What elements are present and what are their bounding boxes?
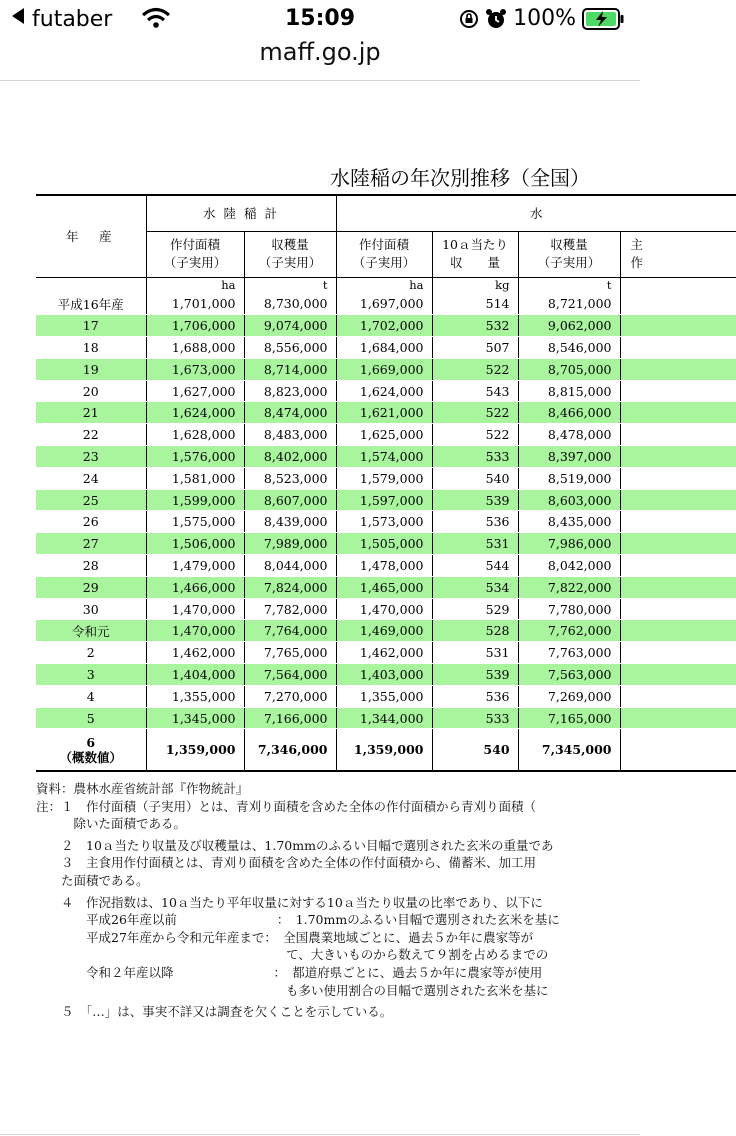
harvest-paddy-cell: 8,815,000 (518, 380, 620, 402)
yield-cell: 529 (432, 598, 518, 620)
col-area-paddy (336, 231, 432, 277)
table-row-latest (36, 729, 736, 771)
extra-cell (620, 664, 736, 686)
extra-cell (620, 489, 736, 511)
area-paddy-cell: 1,684,000 (336, 337, 432, 359)
col-area-sub: （子実用） (352, 255, 416, 270)
area-total-cell: 1,627,000 (146, 380, 244, 402)
area-total-cell: 1,628,000 (146, 424, 244, 446)
area-paddy-cell: 1,359,000 (336, 729, 432, 771)
yield-cell: 522 (432, 402, 518, 424)
harvest-paddy-cell: 7,780,000 (518, 598, 620, 620)
table-row (36, 467, 736, 489)
note-line: 資料：農林水産省統計部『作物統計』 (36, 781, 249, 796)
harvest-total-cell: 8,474,000 (244, 402, 336, 424)
year-cell: 20 (36, 380, 146, 402)
area-paddy-cell: 1,344,000 (336, 707, 432, 729)
harvest-total-cell: 8,523,000 (244, 467, 336, 489)
area-paddy-cell: 1,669,000 (336, 358, 432, 380)
extra-cell (620, 402, 736, 424)
note-line: ３ 主食用作付面積とは、青刈り面積を含めた全体の作付面積から、備蓄米、加工用 (36, 855, 537, 871)
table-row (36, 555, 736, 577)
total-group-header: 水 陸 稲 計 (146, 195, 336, 231)
harvest-paddy-cell: 8,397,000 (518, 446, 620, 468)
extra-cell (620, 446, 736, 468)
harvest-total-cell: 7,764,000 (244, 620, 336, 642)
col-yield (432, 231, 518, 277)
extra-cell (620, 707, 736, 729)
area-paddy-cell: 1,579,000 (336, 467, 432, 489)
note-line: ５ 「…」は、事実不詳又は調査を欠くことを示している。 (36, 1004, 393, 1020)
harvest-paddy-cell: 7,165,000 (518, 707, 620, 729)
rice-statistics-table (36, 194, 736, 772)
harvest-paddy-cell: 8,519,000 (518, 467, 620, 489)
year-cell: 2 (36, 642, 146, 664)
area-paddy-cell: 1,621,000 (336, 402, 432, 424)
area-paddy-cell: 1,573,000 (336, 511, 432, 533)
harvest-paddy-cell: 9,062,000 (518, 315, 620, 337)
year-label: 6 (86, 734, 96, 750)
area-total-cell: 1,470,000 (146, 620, 244, 642)
col-extra-label: 主 (630, 237, 644, 252)
harvest-paddy-cell: 7,763,000 (518, 642, 620, 664)
note-line: 平成27年産から令和元年産まで： 全国農業地域ごとに、過去５か年に農家等が (36, 929, 534, 945)
yield-cell: 536 (432, 511, 518, 533)
area-total-cell: 1,506,000 (146, 533, 244, 555)
col-harvest-sub: （子実用） (258, 255, 322, 270)
note-line: ４ 作況指数は、10ａ当たり平年収量に対する10ａ当たり収量の比率であり、以下に (36, 894, 543, 910)
note-line: 注：１ 作付面積（子実用）とは、青刈り面積を含めた全体の作付面積から青刈り面積（ (36, 798, 537, 814)
harvest-paddy-cell: 8,478,000 (518, 424, 620, 446)
extra-cell (620, 424, 736, 446)
yield-cell: 534 (432, 576, 518, 598)
area-total-cell: 1,575,000 (146, 511, 244, 533)
table-row (36, 598, 736, 620)
note-line: て、大きいものから数えて９割を占めるまでの (36, 947, 549, 963)
harvest-paddy-cell: 7,986,000 (518, 533, 620, 555)
harvest-paddy-cell: 7,563,000 (518, 664, 620, 686)
table-row (36, 707, 736, 729)
yield-cell: 533 (432, 446, 518, 468)
alarm-icon (485, 8, 507, 30)
col-area-total (146, 231, 244, 277)
table-row (36, 685, 736, 707)
harvest-total-cell: 7,564,000 (244, 664, 336, 686)
harvest-paddy-cell: 8,435,000 (518, 511, 620, 533)
harvest-total-cell: 8,483,000 (244, 424, 336, 446)
col-yield-sub: 収 量 (450, 255, 501, 270)
area-paddy-cell: 1,702,000 (336, 315, 432, 337)
year-cell: 令和元 (36, 620, 146, 642)
harvest-paddy-cell: 7,345,000 (518, 729, 620, 771)
harvest-total-cell: 7,782,000 (244, 598, 336, 620)
table-row (36, 489, 736, 511)
area-total-cell: 1,706,000 (146, 315, 244, 337)
orientation-lock-icon (459, 9, 479, 29)
battery-percent: 100% (513, 6, 576, 31)
year-cell: 22 (36, 424, 146, 446)
table-row (36, 380, 736, 402)
year-cell (36, 729, 146, 771)
area-total-cell: 1,462,000 (146, 642, 244, 664)
back-app-label: futaber (32, 7, 113, 32)
table-row (36, 446, 736, 468)
note-line: ２ 10ａ当たり収量及び収穫量は、1.70mmのふるい目幅で選別された玄米の重量であ (36, 837, 554, 853)
area-paddy-cell: 1,597,000 (336, 489, 432, 511)
year-header: 年 産 (36, 195, 146, 277)
area-total-cell: 1,581,000 (146, 467, 244, 489)
table-row (36, 576, 736, 598)
col-area-label: 作付面積 (359, 237, 410, 252)
col-harvest-label: 収穫量 (550, 237, 588, 252)
area-total-cell: 1,404,000 (146, 664, 244, 686)
year-cell: 18 (36, 337, 146, 359)
units-cell (36, 277, 146, 293)
col-harvest-sub: （子実用） (537, 255, 601, 270)
extra-cell (620, 337, 736, 359)
area-paddy-cell: 1,470,000 (336, 598, 432, 620)
yield-cell: 544 (432, 555, 518, 577)
extra-cell (620, 620, 736, 642)
table-row (36, 358, 736, 380)
units-row (36, 277, 736, 293)
yield-cell: 531 (432, 642, 518, 664)
divider (0, 1134, 640, 1135)
yield-cell: 533 (432, 707, 518, 729)
yield-cell: 536 (432, 685, 518, 707)
year-cell: 4 (36, 685, 146, 707)
area-total-cell: 1,345,000 (146, 707, 244, 729)
extra-cell (620, 533, 736, 555)
extra-cell (620, 685, 736, 707)
area-paddy-cell: 1,625,000 (336, 424, 432, 446)
year-cell: 5 (36, 707, 146, 729)
year-sub-label: （概数値） (59, 749, 122, 765)
extra-cell (620, 380, 736, 402)
year-cell: 29 (36, 576, 146, 598)
extra-cell (620, 598, 736, 620)
table-row (36, 402, 736, 424)
col-extra (620, 231, 736, 277)
extra-cell (620, 358, 736, 380)
harvest-paddy-cell: 7,269,000 (518, 685, 620, 707)
col-harvest-label: 収穫量 (271, 237, 309, 252)
table-row (36, 511, 736, 533)
harvest-paddy-cell: 8,721,000 (518, 293, 620, 315)
harvest-total-cell: 8,439,000 (244, 511, 336, 533)
harvest-total-cell: 7,346,000 (244, 729, 336, 771)
harvest-total-cell: 7,824,000 (244, 576, 336, 598)
unit-area: ha (146, 277, 244, 293)
harvest-total-cell: 8,823,000 (244, 380, 336, 402)
table-notes (36, 780, 560, 1021)
unit-area: ha (336, 277, 432, 293)
area-paddy-cell: 1,624,000 (336, 380, 432, 402)
harvest-paddy-cell: 8,603,000 (518, 489, 620, 511)
extra-cell (620, 576, 736, 598)
harvest-paddy-cell: 7,822,000 (518, 576, 620, 598)
table-row (36, 642, 736, 664)
harvest-total-cell: 7,270,000 (244, 685, 336, 707)
harvest-paddy-cell: 8,705,000 (518, 358, 620, 380)
table-row (36, 424, 736, 446)
harvest-total-cell: 7,166,000 (244, 707, 336, 729)
area-paddy-cell: 1,403,000 (336, 664, 432, 686)
yield-cell: 514 (432, 293, 518, 315)
table-row (36, 315, 736, 337)
area-total-cell: 1,479,000 (146, 555, 244, 577)
harvest-total-cell: 8,714,000 (244, 358, 336, 380)
harvest-paddy-cell: 8,042,000 (518, 555, 620, 577)
extra-cell (620, 555, 736, 577)
year-cell: 28 (36, 555, 146, 577)
note-line: も多い使用割合の目幅で選別された玄米を基に (36, 982, 549, 998)
area-total-cell: 1,673,000 (146, 358, 244, 380)
col-extra-sub: 作 (630, 255, 644, 270)
year-cell: 3 (36, 664, 146, 686)
yield-cell: 531 (432, 533, 518, 555)
area-total-cell: 1,355,000 (146, 685, 244, 707)
document-title: 水陸稲の年次別推移（全国） (330, 166, 590, 190)
harvest-total-cell: 8,556,000 (244, 337, 336, 359)
area-total-cell: 1,688,000 (146, 337, 244, 359)
year-cell: 平成16年産 (36, 293, 146, 315)
year-cell: 17 (36, 315, 146, 337)
area-paddy-cell: 1,462,000 (336, 642, 432, 664)
harvest-total-cell: 8,044,000 (244, 555, 336, 577)
table-row (36, 337, 736, 359)
note-line: 除いた面積である。 (36, 816, 187, 832)
extra-cell (620, 315, 736, 337)
area-total-cell: 1,624,000 (146, 402, 244, 424)
year-cell: 21 (36, 402, 146, 424)
extra-cell (620, 293, 736, 315)
area-paddy-cell: 1,697,000 (336, 293, 432, 315)
unit-harvest: t (518, 277, 620, 293)
table-row (36, 533, 736, 555)
year-cell: 23 (36, 446, 146, 468)
yield-cell: 539 (432, 489, 518, 511)
harvest-total-cell: 8,402,000 (244, 446, 336, 468)
area-total-cell: 1,470,000 (146, 598, 244, 620)
harvest-paddy-cell: 8,466,000 (518, 402, 620, 424)
extra-cell (620, 729, 736, 771)
year-cell: 27 (36, 533, 146, 555)
clock: 15:09 (284, 6, 356, 31)
yield-cell: 540 (432, 467, 518, 489)
year-cell: 30 (36, 598, 146, 620)
area-paddy-cell: 1,574,000 (336, 446, 432, 468)
area-total-cell: 1,359,000 (146, 729, 244, 771)
col-harvest-total (244, 231, 336, 277)
yield-cell: 540 (432, 729, 518, 771)
url-bar[interactable]: maff.go.jp (259, 38, 381, 66)
year-cell: 25 (36, 489, 146, 511)
harvest-total-cell: 7,765,000 (244, 642, 336, 664)
pdf-document[interactable] (0, 80, 644, 1134)
col-area-label: 作付面積 (169, 237, 220, 252)
harvest-paddy-cell: 7,762,000 (518, 620, 620, 642)
area-paddy-cell: 1,505,000 (336, 533, 432, 555)
yield-cell: 522 (432, 358, 518, 380)
extra-cell (620, 642, 736, 664)
col-area-sub: （子実用） (163, 255, 227, 270)
yield-cell: 532 (432, 315, 518, 337)
area-paddy-cell: 1,355,000 (336, 685, 432, 707)
note-line: 平成26年産以前 ： 1.70mmのふるい目幅で選別された玄米を基に (36, 912, 560, 928)
paddy-group-header: 水 (336, 195, 736, 231)
yield-cell: 522 (432, 424, 518, 446)
table-row (36, 664, 736, 686)
harvest-paddy-cell: 8,546,000 (518, 337, 620, 359)
table-row (36, 620, 736, 642)
harvest-total-cell: 8,607,000 (244, 489, 336, 511)
table-row (36, 293, 736, 315)
units-cell (620, 277, 736, 293)
yield-cell: 507 (432, 337, 518, 359)
col-harvest-paddy (518, 231, 620, 277)
extra-cell (620, 511, 736, 533)
col-yield-label: 10ａ当たり (442, 237, 508, 252)
area-total-cell: 1,701,000 (146, 293, 244, 315)
area-total-cell: 1,599,000 (146, 489, 244, 511)
yield-cell: 539 (432, 664, 518, 686)
status-bar (0, 0, 640, 40)
harvest-total-cell: 7,989,000 (244, 533, 336, 555)
note-line: 令和２年産以降 ： 都道府県ごとに、過去５か年に農家等が使用 (36, 964, 543, 980)
yield-cell: 543 (432, 380, 518, 402)
harvest-total-cell: 9,074,000 (244, 315, 336, 337)
battery-charging-icon (582, 7, 626, 31)
extra-cell (620, 467, 736, 489)
unit-harvest: t (244, 277, 336, 293)
area-paddy-cell: 1,478,000 (336, 555, 432, 577)
area-total-cell: 1,576,000 (146, 446, 244, 468)
area-paddy-cell: 1,465,000 (336, 576, 432, 598)
note-line: た面積である。 (36, 872, 149, 888)
yield-cell: 528 (432, 620, 518, 642)
year-cell: 19 (36, 358, 146, 380)
area-paddy-cell: 1,469,000 (336, 620, 432, 642)
unit-yield: kg (432, 277, 518, 293)
harvest-total-cell: 8,730,000 (244, 293, 336, 315)
year-cell: 26 (36, 511, 146, 533)
area-total-cell: 1,466,000 (146, 576, 244, 598)
year-cell: 24 (36, 467, 146, 489)
